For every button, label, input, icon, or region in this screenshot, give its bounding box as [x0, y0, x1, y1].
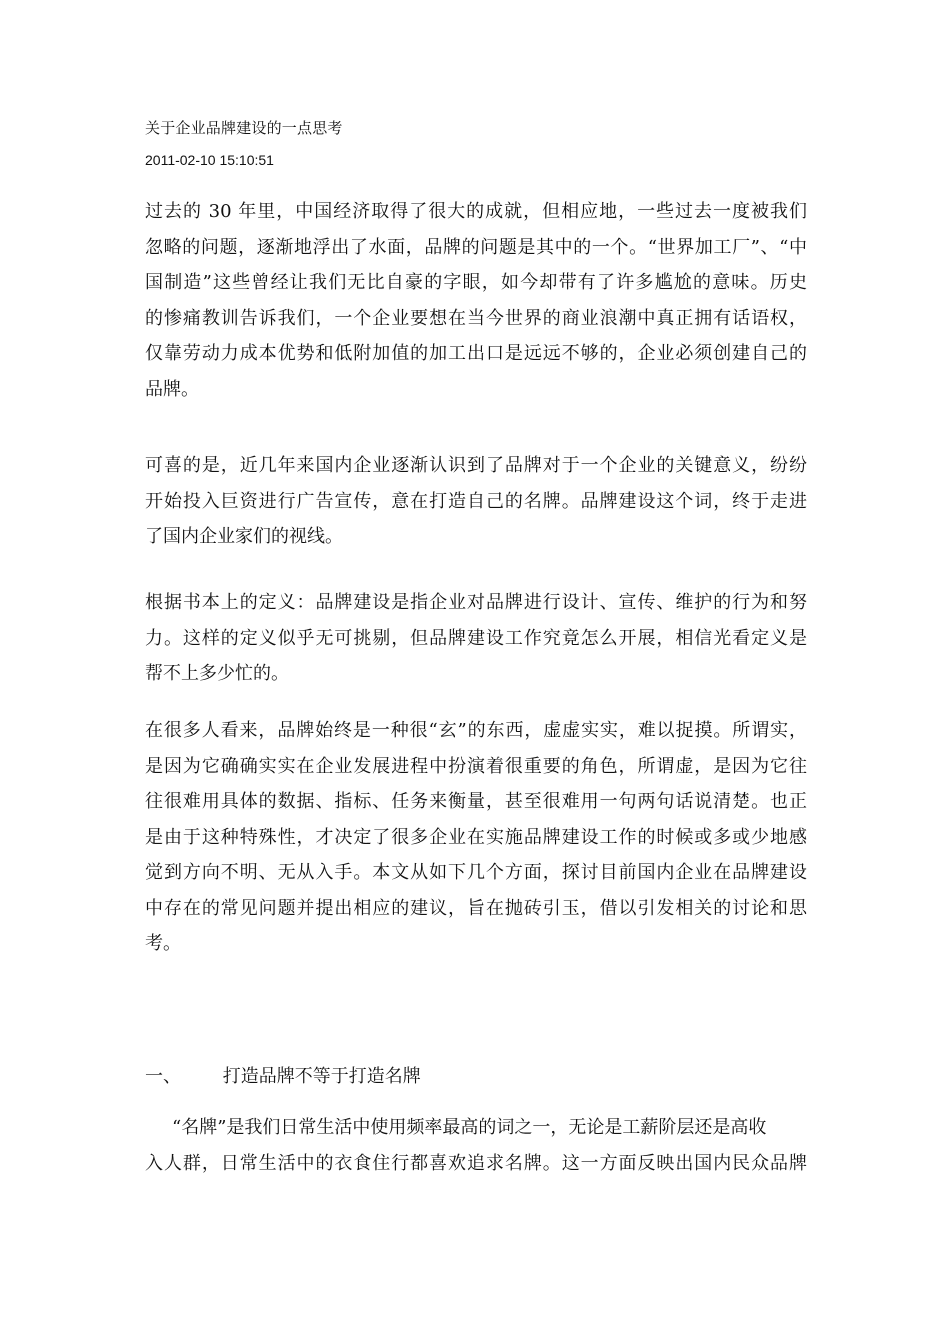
paragraph-line: 国制造”这些曾经让我们无比自豪的字眼，如今却带有了许多尴尬的意味。历史: [145, 272, 807, 293]
paragraph-line: 往很难用具体的数据、指标、任务来衡量，甚至很难用一句两句话说清楚。也正: [145, 791, 807, 812]
paragraph-line: 可喜的是，近几年来国内企业逐渐认识到了品牌对于一个企业的关键意义，纷纷: [145, 455, 807, 476]
paragraph-line: 是因为它确确实实在企业发展进程中扮演着很重要的角色，所谓虚，是因为它往: [145, 755, 807, 777]
paragraph-line: 根据书本上的定义：品牌建设是指企业对品牌进行设计、宣传、维护的行为和努: [145, 592, 807, 613]
paragraph-line: 中存在的常见问题并提出相应的建议，旨在抛砖引玉，借以引发相关的讨论和思: [145, 897, 807, 919]
paragraph-line: 忽略的问题，逐渐地浮出了水面，品牌的问题是其中的一个。“世界加工厂”、“中: [145, 236, 807, 258]
document-title: 关于企业品牌建设的一点思考: [145, 119, 343, 137]
section-title: 打造品牌不等于打造名牌: [222, 1066, 421, 1087]
paragraph-1: [145, 194, 825, 407]
paragraph-line: 的惨痛教训告诉我们，一个企业要想在当今世界的商业浪潮中真正拥有话语权，: [145, 307, 807, 329]
section-number: 一、: [145, 1066, 181, 1087]
paragraph-line: 在很多人看来，品牌始终是一种很“玄”的东西，虚虚实实，难以捉摸。所谓实，: [145, 720, 807, 741]
paragraph-line: 考。: [145, 933, 181, 954]
section-heading: [145, 1063, 545, 1091]
paragraph-2: [145, 448, 825, 555]
document-date: 2011-02-10 15:10:51: [145, 152, 274, 168]
paragraph-line: 力。这样的定义似乎无可挑剔，但品牌建设工作究竟怎么开展，相信光看定义是: [145, 627, 807, 649]
paragraph-line: “名牌”是我们日常生活中使用频率最高的词之一，无论是工薪阶层还是高收: [172, 1117, 767, 1138]
paragraph-line: 入人群，日常生活中的衣食住行都喜欢追求名牌。这一方面反映出国内民众品牌: [145, 1152, 807, 1174]
paragraph-4: [145, 713, 825, 962]
paragraph-line: 了国内企业家们的视线。: [145, 526, 343, 547]
paragraph-line: 仅靠劳动力成本优势和低附加值的加工出口是远远不够的，企业必须创建自己的: [145, 343, 807, 364]
paragraph-line: 过去的 30 年里，中国经济取得了很大的成就，但相应地，一些过去一度被我们: [145, 201, 807, 222]
paragraph-3: [145, 585, 825, 692]
paragraph-line: 帮不上多少忙的。: [145, 663, 289, 684]
section-paragraph: [145, 1110, 825, 1181]
paragraph-line: 开始投入巨资进行广告宣传，意在打造自己的名牌。品牌建设这个词，终于走进: [145, 490, 807, 512]
paragraph-line: 是由于这种特殊性，才决定了很多企业在实施品牌建设工作的时候或多或少地感: [145, 826, 807, 848]
paragraph-line: 品牌。: [145, 378, 199, 400]
paragraph-line: 觉到方向不明、无从入手。本文从如下几个方面，探讨目前国内企业在品牌建设: [145, 862, 807, 883]
